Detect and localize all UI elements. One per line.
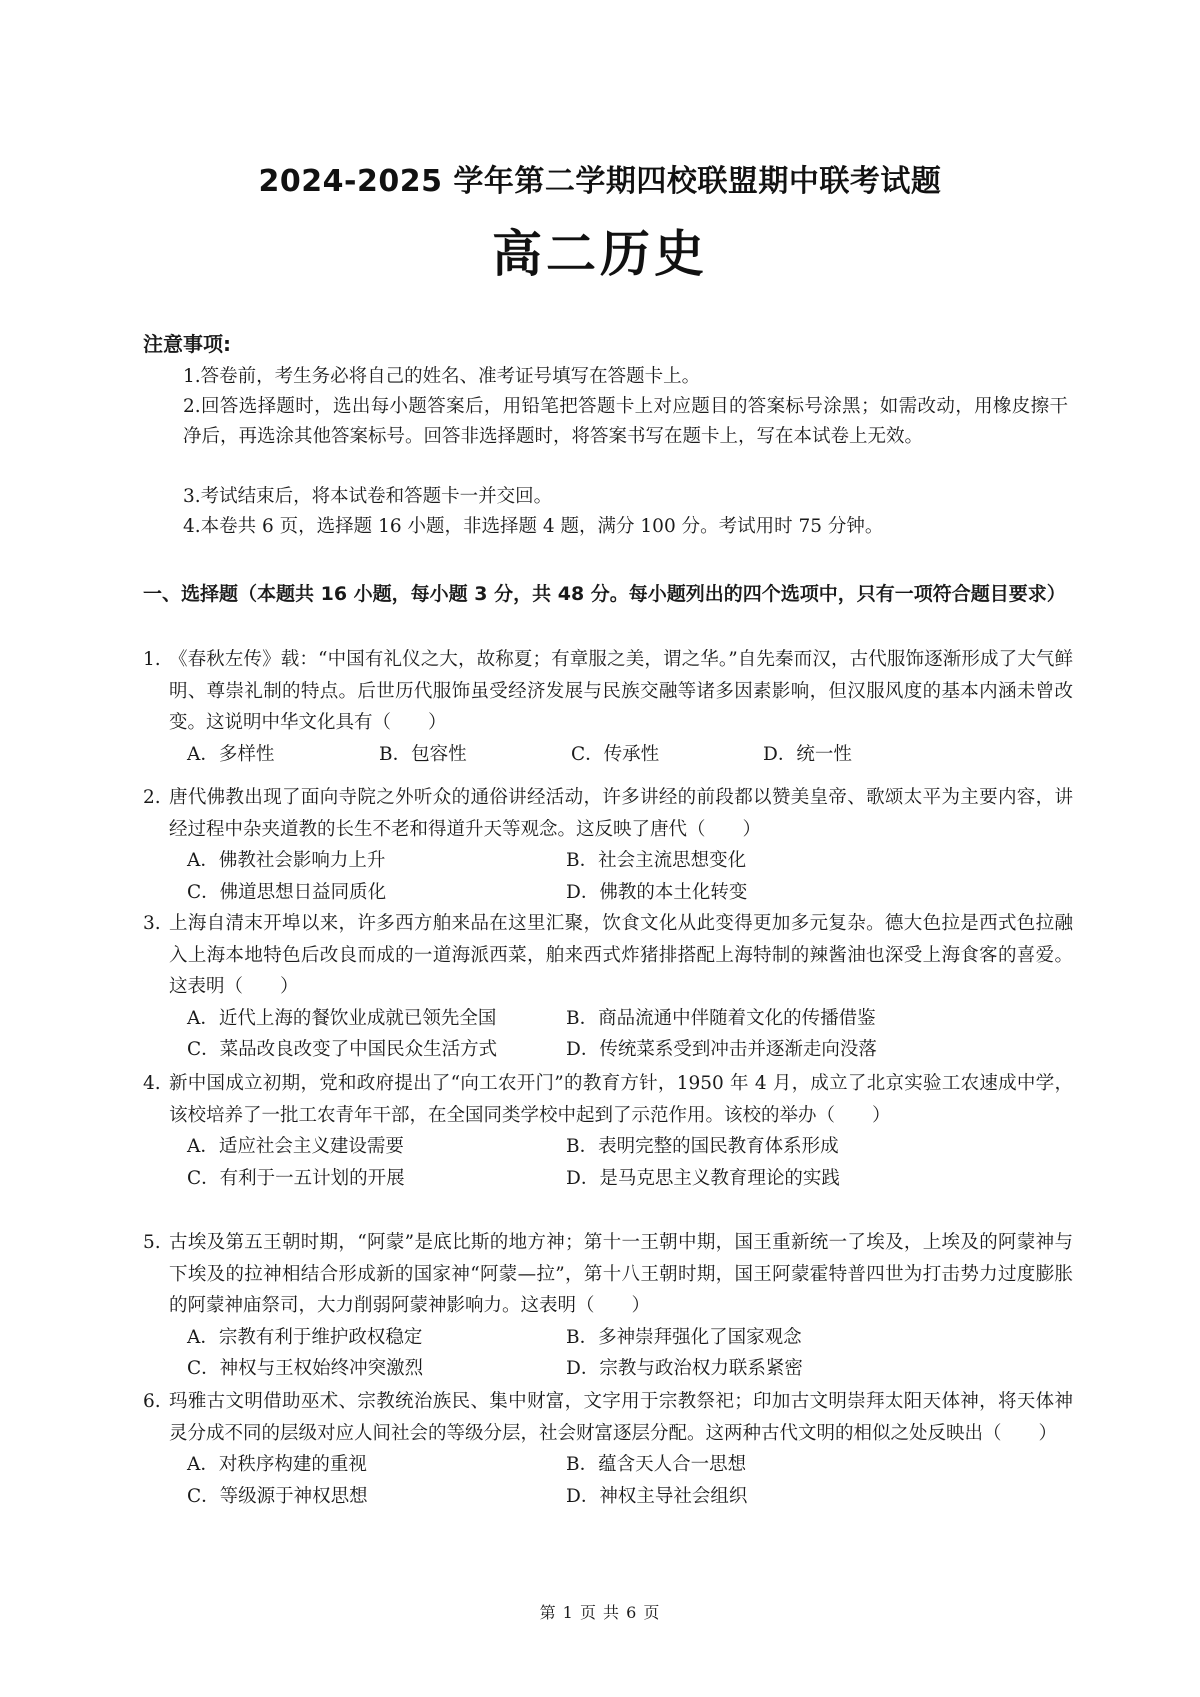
subject-title: 高二历史: [492, 225, 708, 283]
exam-title: 2024-2025 学年第二学期四校联盟期中联考试题: [258, 164, 942, 199]
option-b: B．商品流通中伴随着文化的传播借鉴: [566, 1007, 876, 1029]
question-number: 5.: [143, 1232, 161, 1253]
option-d: D．是马克思主义教育理论的实践: [566, 1167, 840, 1189]
question-stem: 《春秋左传》载：“中国有礼仪之大，故称夏；有章服之美，谓之华。”自先秦而汉，古代服饰逐渐形成了大气鲜明、尊崇礼制的特点。后世历代服饰虽受经济发展与民族交融等诸多因素影响，但汉服风度的基本内涵未曾改变。这说明中华文化具有（ ）: [169, 649, 1073, 733]
option-b: B．社会主流思想变化: [566, 850, 747, 871]
option-a: A．对秩序构建的重视: [187, 1454, 367, 1475]
option-b: B．包容性: [379, 743, 467, 765]
option-d: D．宗教与政治权力联系紧密: [566, 1358, 803, 1379]
page-number: 第 1 页 共 6 页: [539, 1603, 661, 1622]
notice-item-2: [143, 392, 1068, 452]
question-number: 4.: [143, 1073, 161, 1094]
option-a: A．多样性: [187, 743, 275, 765]
question-stem: 新中国成立初期，党和政府提出了“向工农开门”的教育方针，1950 年 4 月，成立了北京实验工农速成中学，该校培养了一批工农青年干部，在全国同类学校中起到了示范作用。该校的举办（ ）: [169, 1073, 1073, 1126]
option-a: A．适应社会主义建设需要: [187, 1136, 404, 1157]
option-d: D．统一性: [763, 743, 852, 765]
option-c: C．有利于一五计划的开展: [187, 1167, 405, 1189]
section-heading: 一、选择题（本题共 16 小题，每小题 3 分，共 48 分。每小题列出的四个选项中，只有一项符合题目要求）: [143, 583, 1066, 605]
options: [143, 739, 1073, 771]
notice-item-3: [143, 482, 1068, 512]
notice-heading: 注意事项:: [143, 332, 231, 356]
question-1: [143, 644, 1073, 770]
question-4: [143, 1068, 1073, 1194]
option-c: C．佛道思想日益同质化: [187, 881, 387, 903]
notice-text: 1.答卷前，考生务必将自己的姓名、准考证号填写在答题卡上。: [183, 366, 701, 387]
notice-text: 4.本卷共 6 页，选择题 16 小题，非选择题 4 题，满分 100 分。考试用时 75 分钟。: [183, 516, 884, 537]
option-b: B．表明完整的国民教育体系形成: [566, 1136, 839, 1157]
option-c: C．菜品改良改变了中国民众生活方式: [187, 1039, 498, 1060]
option-c: C．神权与王权始终冲突激烈: [187, 1358, 424, 1379]
option-b: B．多神崇拜强化了国家观念: [566, 1326, 802, 1348]
options: [143, 1003, 1073, 1066]
question-number: 1.: [143, 649, 161, 670]
notice-item-4: [143, 512, 1068, 542]
option-c: C．传承性: [571, 743, 660, 765]
option-b: B．蕴含天人合一思想: [566, 1454, 747, 1475]
question-stem: 上海自清末开埠以来，许多西方舶来品在这里汇聚，饮食文化从此变得更加多元复杂。德大色拉是西式色拉融入上海本地特色后改良而成的一道海派西菜，舶来西式炸猪排搭配上海特制的辣酱油也深受上海食客的喜爱。这表明（ ）: [169, 913, 1073, 997]
options: [143, 1131, 1073, 1194]
question-stem: 唐代佛教出现了面向寺院之外听众的通俗讲经活动，许多讲经的前段都以赞美皇帝、歌颂太平为主要内容，讲经过程中杂夹道教的长生不老和得道升天等观念。这反映了唐代（ ）: [169, 787, 1073, 840]
option-c: C．等级源于神权思想: [187, 1485, 368, 1507]
option-a: A．近代上海的餐饮业成就已领先全国: [187, 1007, 497, 1029]
notice-text: 2.回答选择题时，选出每小题答案后，用铅笔把答题卡上对应题目的答案标号涂黑；如需改动，用橡皮擦干净后，再选涂其他答案标号。回答非选择题时，将答案书写在题卡上，写在本试卷上无效。: [183, 396, 1068, 447]
option-a: A．佛教社会影响力上升: [187, 850, 386, 871]
question-number: 2.: [143, 787, 161, 808]
question-stem: 玛雅古文明借助巫术、宗教统治族民、集中财富，文字用于宗教祭祀；印加古文明崇拜太阳天体神，将天体神灵分成不同的层级对应人间社会的等级分层，社会财富逐层分配。这两种古代文明的相似之处反映出（ ）: [169, 1391, 1073, 1444]
options: [143, 845, 1073, 908]
option-d: D．佛教的本土化转变: [566, 881, 748, 903]
question-number: 6.: [143, 1391, 161, 1412]
notice-item-1: [143, 362, 1068, 392]
options: [143, 1322, 1073, 1385]
question-5: [143, 1227, 1073, 1385]
option-a: A．宗教有利于维护政权稳定: [187, 1326, 423, 1348]
question-number: 3.: [143, 913, 161, 934]
question-stem: 古埃及第五王朝时期，“阿蒙”是底比斯的地方神；第十一王朝中期，国王重新统一了埃及，上埃及的阿蒙神与下埃及的拉神相结合形成新的国家神“阿蒙—拉”，第十八王朝时期，国王阿蒙霍特普四世为打击势力过度膨胀的阿蒙神庙祭司，大力削弱阿蒙神影响力。这表明（ ）: [169, 1232, 1073, 1316]
notice-text: 3.考试结束后，将本试卷和答题卡一并交回。: [183, 486, 553, 507]
question-3: [143, 908, 1073, 1066]
option-d: D．神权主导社会组织: [566, 1485, 748, 1507]
question-2: [143, 782, 1073, 908]
question-6: [143, 1386, 1073, 1512]
options: [143, 1449, 1073, 1512]
option-d: D．传统菜系受到冲击并逐渐走向没落: [566, 1039, 877, 1060]
